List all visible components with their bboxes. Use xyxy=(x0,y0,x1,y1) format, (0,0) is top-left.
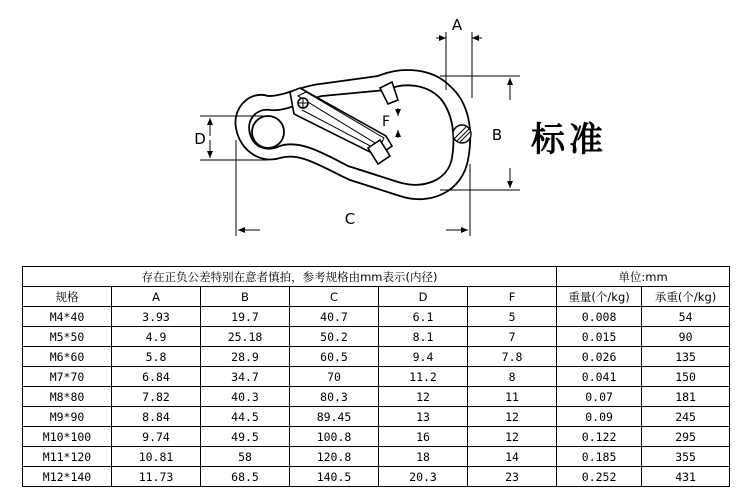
cell-f: 14 xyxy=(468,447,557,467)
dim-label-f: F xyxy=(381,114,391,130)
cell-b: 25.18 xyxy=(201,327,290,347)
cell-a: 7.82 xyxy=(112,387,201,407)
dimension-a xyxy=(436,32,482,98)
table-row xyxy=(23,427,730,447)
cell-spec: M5*50 xyxy=(23,327,112,347)
cell-weight: 0.252 xyxy=(557,467,642,487)
cell-b: 34.7 xyxy=(201,367,290,387)
cell-c: 50.2 xyxy=(290,327,379,347)
cell-d: 9.4 xyxy=(379,347,468,367)
table-row xyxy=(23,367,730,387)
cell-c: 120.8 xyxy=(290,447,379,467)
rod-section xyxy=(453,125,471,143)
cell-c: 60.5 xyxy=(290,347,379,367)
cell-c: 40.7 xyxy=(290,307,379,327)
cell-spec: M4*40 xyxy=(23,307,112,327)
cell-load: 295 xyxy=(642,427,730,447)
cell-a: 9.74 xyxy=(112,427,201,447)
dim-label-c: C xyxy=(344,210,356,228)
cell-a: 5.8 xyxy=(112,347,201,367)
cell-b: 44.5 xyxy=(201,407,290,427)
dim-label-d: D xyxy=(194,130,206,148)
cell-load: 431 xyxy=(642,467,730,487)
cell-a: 11.73 xyxy=(112,467,201,487)
col-header: 重量(个/kg) xyxy=(557,287,642,307)
cell-b: 28.9 xyxy=(201,347,290,367)
cell-c: 140.5 xyxy=(290,467,379,487)
cell-b: 40.3 xyxy=(201,387,290,407)
cell-f: 12 xyxy=(468,407,557,427)
table-row xyxy=(23,447,730,467)
cell-c: 89.45 xyxy=(290,407,379,427)
dim-label-b: B xyxy=(491,126,503,144)
cell-spec: M12*140 xyxy=(23,467,112,487)
col-header: F xyxy=(468,287,557,307)
table-note-row xyxy=(23,267,730,287)
table-row xyxy=(23,307,730,327)
cell-weight: 0.09 xyxy=(557,407,642,427)
dim-label-a: A xyxy=(451,16,463,34)
cell-d: 12 xyxy=(379,387,468,407)
table-row xyxy=(23,327,730,347)
cell-d: 18 xyxy=(379,447,468,467)
cell-a: 6.84 xyxy=(112,367,201,387)
cell-a: 3.93 xyxy=(112,307,201,327)
table-row xyxy=(23,407,730,427)
cell-load: 355 xyxy=(642,447,730,467)
cell-f: 12 xyxy=(468,427,557,447)
cell-d: 8.1 xyxy=(379,327,468,347)
cell-d: 16 xyxy=(379,427,468,447)
cell-load: 181 xyxy=(642,387,730,407)
cell-f: 11 xyxy=(468,387,557,407)
col-header: B xyxy=(201,287,290,307)
cell-spec: M7*70 xyxy=(23,367,112,387)
cell-load: 90 xyxy=(642,327,730,347)
cell-f: 7.8 xyxy=(468,347,557,367)
cell-f: 5 xyxy=(468,307,557,327)
cell-weight: 0.07 xyxy=(557,387,642,407)
cell-weight: 0.122 xyxy=(557,427,642,447)
cell-weight: 0.041 xyxy=(557,367,642,387)
col-header: C xyxy=(290,287,379,307)
cell-weight: 0.185 xyxy=(557,447,642,467)
cell-a: 10.81 xyxy=(112,447,201,467)
col-header: 承重(个/kg) xyxy=(642,287,730,307)
cell-weight: 0.008 xyxy=(557,307,642,327)
cell-c: 80.3 xyxy=(290,387,379,407)
table-note: 存在正负公差特别在意者慎拍，参考规格由mm表示(内径) xyxy=(23,267,557,287)
cell-spec: M11*120 xyxy=(23,447,112,467)
cell-c: 70 xyxy=(290,367,379,387)
cell-d: 13 xyxy=(379,407,468,427)
cell-d: 11.2 xyxy=(379,367,468,387)
cell-spec: M8*80 xyxy=(23,387,112,407)
cell-f: 23 xyxy=(468,467,557,487)
cell-b: 19.7 xyxy=(201,307,290,327)
cell-d: 20.3 xyxy=(379,467,468,487)
cell-load: 54 xyxy=(642,307,730,327)
cell-spec: M6*60 xyxy=(23,347,112,367)
cell-load: 245 xyxy=(642,407,730,427)
cell-spec: M9*90 xyxy=(23,407,112,427)
cell-load: 150 xyxy=(642,367,730,387)
cell-spec: M10*100 xyxy=(23,427,112,447)
spec-table xyxy=(22,266,730,487)
table-row xyxy=(23,467,730,487)
cell-f: 7 xyxy=(468,327,557,347)
table-row xyxy=(23,347,730,367)
cell-c: 100.8 xyxy=(290,427,379,447)
col-header: A xyxy=(112,287,201,307)
cell-weight: 0.015 xyxy=(557,327,642,347)
cell-b: 58 xyxy=(201,447,290,467)
table-row xyxy=(23,387,730,407)
cell-f: 8 xyxy=(468,367,557,387)
col-header: D xyxy=(379,287,468,307)
cell-b: 49.5 xyxy=(201,427,290,447)
cell-b: 68.5 xyxy=(201,467,290,487)
dimension-b xyxy=(440,76,520,190)
dimension-d xyxy=(200,116,268,160)
col-header: 规格 xyxy=(23,287,112,307)
table-header-row xyxy=(23,287,730,307)
table-unit: 单位:mm xyxy=(557,267,730,287)
standard-label: 标准 xyxy=(531,120,607,160)
cell-a: 8.84 xyxy=(112,407,201,427)
cell-a: 4.9 xyxy=(112,327,201,347)
cell-load: 135 xyxy=(642,347,730,367)
cell-weight: 0.026 xyxy=(557,347,642,367)
cell-d: 6.1 xyxy=(379,307,468,327)
